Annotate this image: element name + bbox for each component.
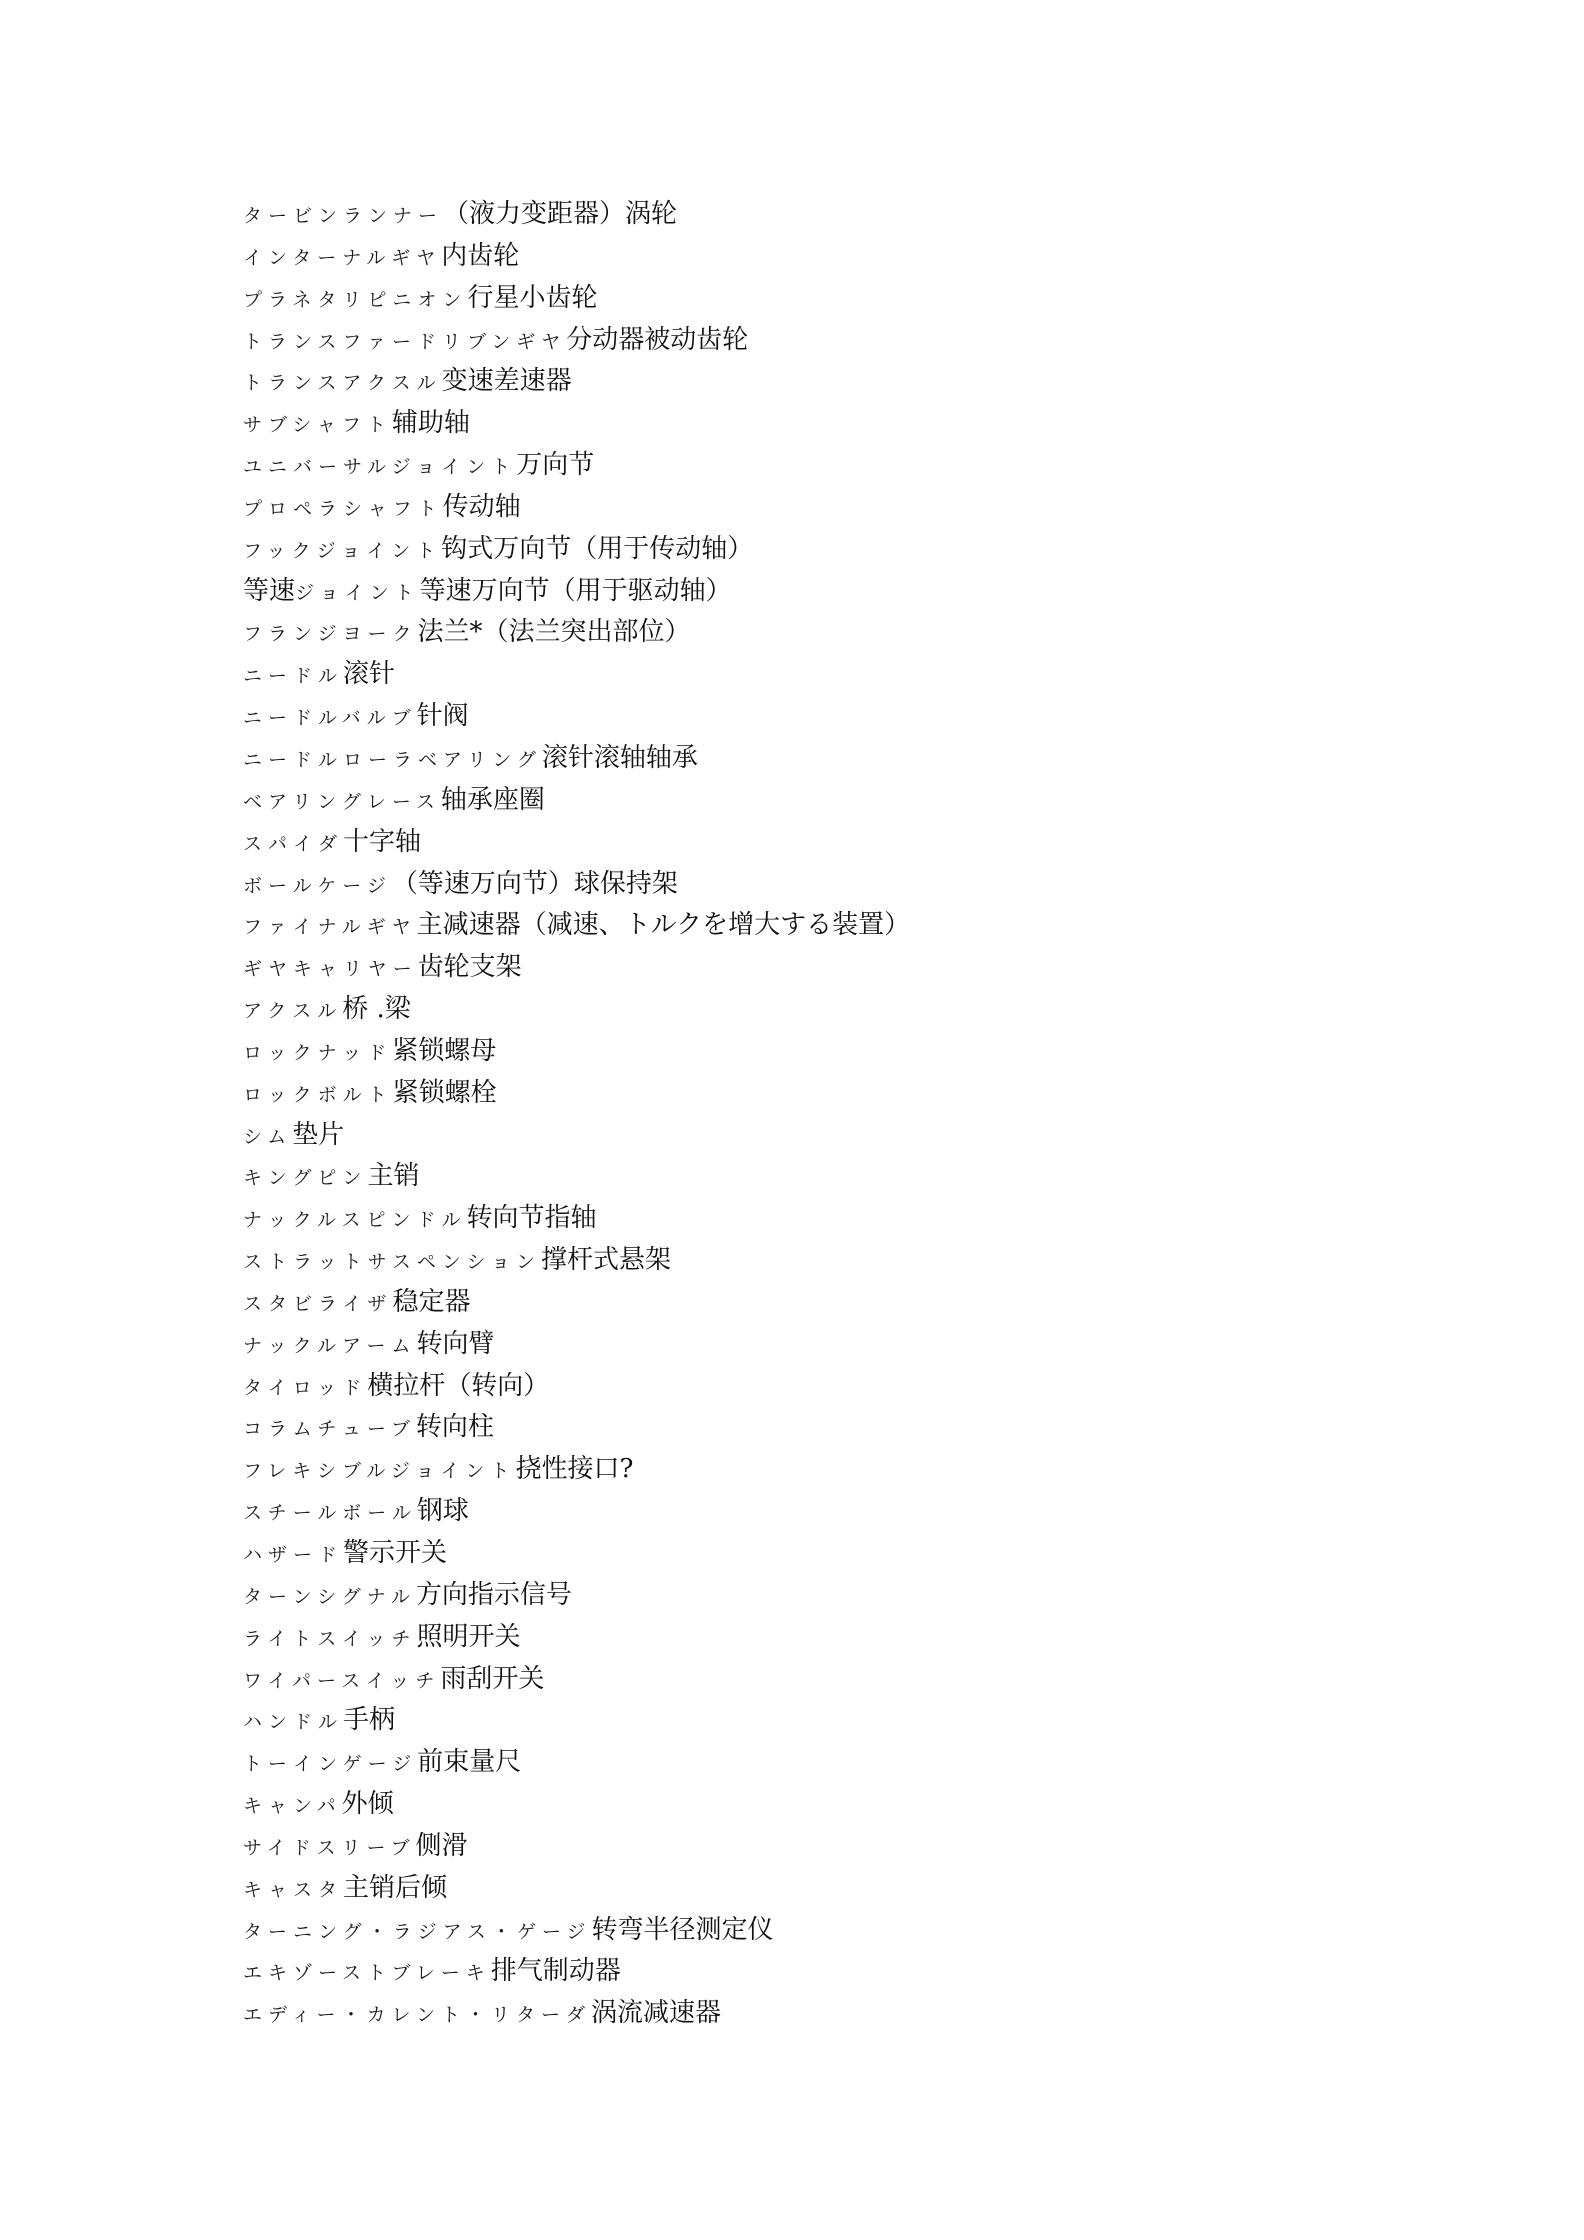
glossary-entry: 等速ジョイント等速万向节（用于驱动轴） (243, 575, 732, 606)
glossary-entry: ファイナルギヤ主减速器（减速、トルクを增大する装置） (243, 910, 911, 941)
glossary-entry: フレキシブルジョイント挠性接口? (243, 1454, 634, 1485)
glossary-entry: ニードルローラベアリング滚针滚轴轴承 (243, 742, 698, 773)
glossary-entry: ギヤキャリヤー齿轮支架 (243, 952, 522, 983)
glossary-list (243, 193, 1443, 2034)
glossary-entry: トーインゲージ前束量尺 (243, 1747, 522, 1778)
glossary-entry: プロペラシャフト传动轴 (243, 491, 521, 522)
glossary-entry: ターニング・ラジアス・ゲージ转弯半径测定仪 (243, 1914, 774, 1945)
glossary-entry: ワイパースイッチ雨刮开关 (243, 1663, 545, 1694)
glossary-entry: スチールボール钢球 (243, 1496, 469, 1527)
glossary-entry: サイドスリーブ侧滑 (243, 1830, 468, 1861)
glossary-entry: トランスファードリブンギヤ分动器被动齿轮 (243, 324, 749, 355)
glossary-entry: エキゾーストブレーキ排气制动器 (243, 1956, 621, 1987)
glossary-entry: ナックルスピンドル转向节指轴 (243, 1203, 597, 1234)
glossary-entry: トランスアクスル变速差速器 (243, 366, 572, 397)
glossary-entry: ナックルアーム转向臂 (243, 1328, 495, 1359)
glossary-entry: キャンパ外倾 (243, 1789, 394, 1820)
glossary-entry: ニードル滚针 (243, 659, 396, 690)
glossary-entry: ターンシグナル方向指示信号 (243, 1579, 572, 1610)
glossary-entry: フランジヨーク法兰*（法兰突出部位） (243, 617, 691, 648)
glossary-entry: ハンドル手柄 (243, 1705, 396, 1736)
glossary-entry: ロックボルト紧锁螺栓 (243, 1077, 497, 1108)
glossary-entry: ライトスイッチ照明开关 (243, 1621, 521, 1652)
glossary-entry: タイロッド横拉杆（转向） (243, 1370, 550, 1401)
glossary-entry: ストラットサスペンション撑杆式悬架 (243, 1245, 672, 1276)
glossary-entry: タービンランナー（液力变距器）涡轮 (243, 199, 678, 229)
glossary-entry: ハザード警示开关 (243, 1538, 448, 1568)
glossary-entry: フックジョイント钩式万向节（用于传动轴） (243, 533, 754, 564)
glossary-entry: ユニバーサルジョイント万向节 (243, 450, 595, 481)
glossary-entry: スパイダ十字轴 (243, 826, 422, 857)
glossary-entry: スタビライザ稳定器 (243, 1286, 471, 1317)
glossary-entry: シム垫片 (243, 1119, 345, 1150)
glossary-entry: エディー・カレント・リターダ涡流减速器 (243, 1998, 722, 2029)
glossary-entry: インターナルギヤ内齿轮 (243, 240, 520, 271)
glossary-entry: ニードルバルブ针阀 (243, 701, 469, 732)
glossary-entry: ボールケージ（等速万向节）球保持架 (243, 868, 678, 899)
glossary-entry: プラネタリピニオン行星小齿轮 (243, 282, 598, 313)
glossary-entry: ベアリングレース轴承座圈 (243, 784, 545, 815)
glossary-entry: キングピン主销 (243, 1161, 420, 1192)
glossary-entry: サブシャフト辅助轴 (243, 408, 470, 439)
glossary-entry: ロックナッド紧锁螺母 (243, 1035, 497, 1066)
glossary-entry: アクスル桥 .梁 (243, 994, 411, 1025)
glossary-entry: コラムチューブ转向柱 (243, 1412, 494, 1443)
glossary-entry: キャスタ主销后倾 (243, 1872, 448, 1903)
